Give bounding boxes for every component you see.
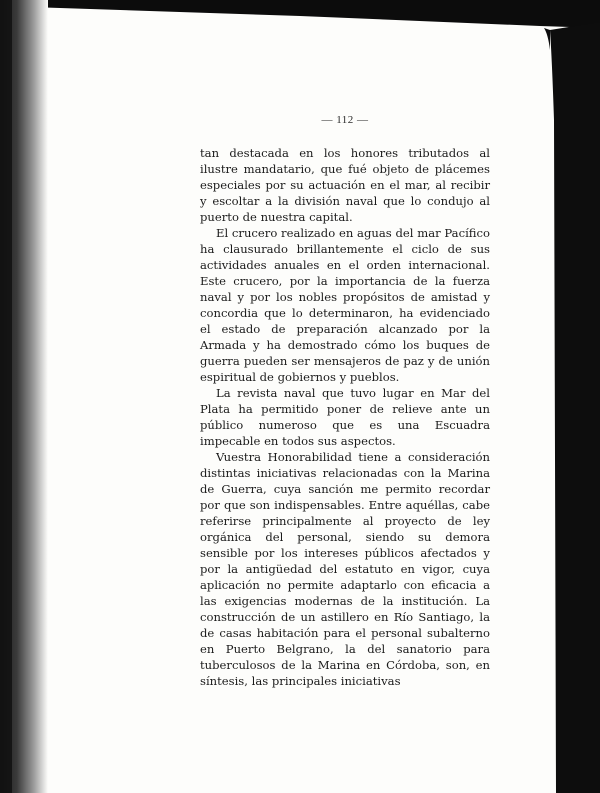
paragraph-4: Vuestra Honorabilidad tiene a consideración distintas iniciativas relacionadas con la Marina de Guerra, cuya sanción me permito recordar por que son indispensables. Entre aquéllas, cabe referirse principalmente al proyecto de ley orgánica del personal, siendo su demora sensible por los intereses públicos afectados y por la antigüedad del estatuto en vigor, cuya aplicación no permite adaptarlo con eficacia a las exigencias modernas de la institución. La construcción de un astillero en Río Santiago, la de casas habitación para el personal subalterno en Puerto Belgrano, la del sanatorio para tuberculosos de la Marina en Córdoba, son, en síntesis, las principales iniciativas <box>200 450 490 688</box>
scan-top-shadow <box>0 0 600 30</box>
paragraph-3: La revista naval que tuvo lugar en Mar del Plata ha permitido poner de relieve ante un público numeroso que es una Escuadra impecable en todos sus aspectos. <box>200 386 490 448</box>
body-text <box>200 145 490 689</box>
paragraph-1: tan destacada en los honores tributados al ilustre mandatario, que fué objeto de plácemes especiales por su actuación en el mar, al recibir y escoltar a la división naval que lo condujo al puerto de nuestra capital. <box>200 146 490 224</box>
page-number: — 112 — <box>321 114 369 126</box>
paragraph-2: El crucero realizado en aguas del mar Pacífico ha clausurado brillantemente el ciclo de sus actividades anuales en el orden internacional. Este crucero, por la importancia de la fuerza naval y por los nobles propósitos de amistad y concordia que lo determinaron, ha evidenciado el estado de preparación alcanzado por la Armada y ha demostrado cómo los buques de guerra pueden ser mensajeros de paz y de unión espiritual de gobiernos y pueblos. <box>200 226 490 384</box>
